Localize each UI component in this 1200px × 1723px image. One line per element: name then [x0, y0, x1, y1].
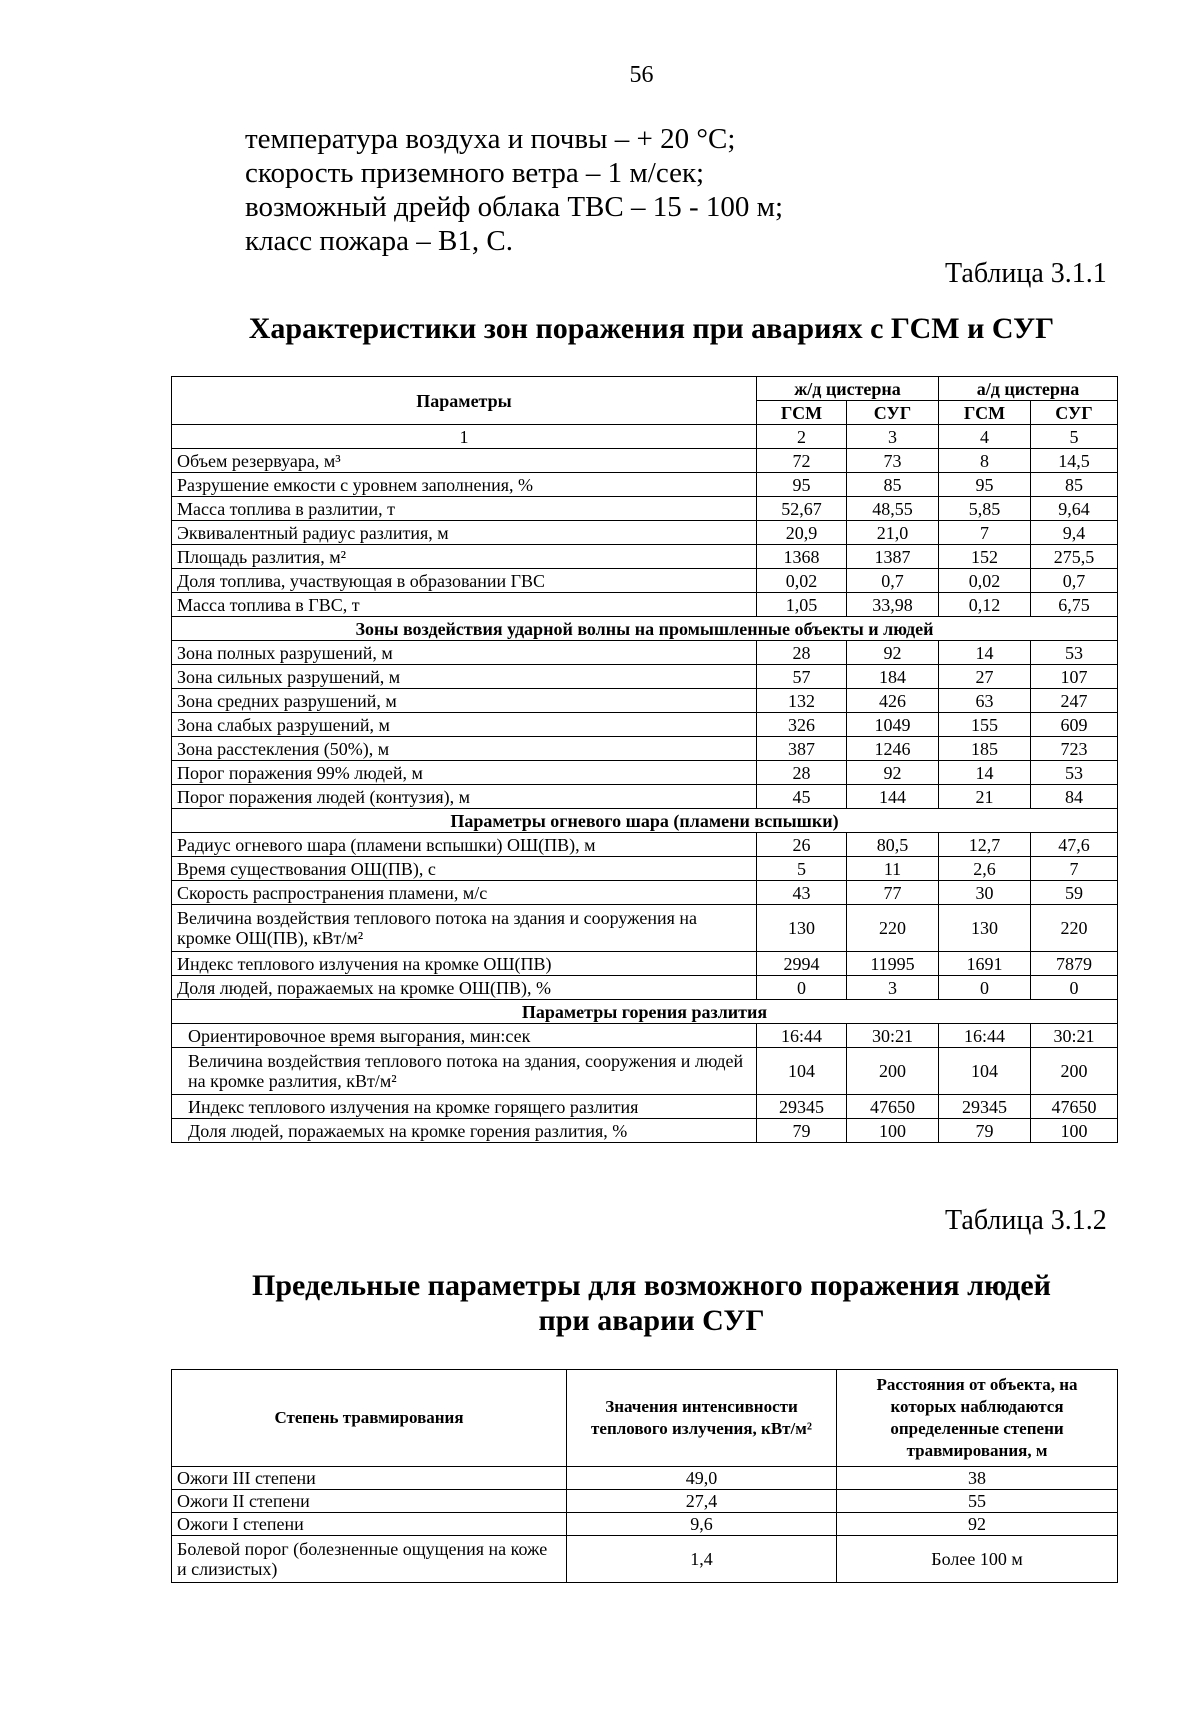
row-value: 38 [837, 1467, 1118, 1490]
table-caption: Таблица 3.1.2 [945, 1205, 1107, 1236]
row-value: 5 [757, 857, 847, 881]
row-value: 0 [1031, 976, 1118, 1000]
section-title: Зоны воздействия ударной волны на промышленные объекты и людей [172, 617, 1118, 641]
row-value: 48,55 [847, 497, 939, 521]
row-value: 0,02 [939, 569, 1031, 593]
row-value: 0 [939, 976, 1031, 1000]
column-number: 3 [847, 425, 939, 449]
row-label: Ожоги I степени [172, 1513, 567, 1536]
row-label: Разрушение емкости с уровнем заполнения, % [172, 473, 757, 497]
row-value: 1049 [847, 713, 939, 737]
row-value: 47650 [1031, 1095, 1118, 1119]
column-number: 1 [172, 425, 757, 449]
row-value: 6,75 [1031, 593, 1118, 617]
row-value: 2,6 [939, 857, 1031, 881]
row-value: 53 [1031, 641, 1118, 665]
row-value: 1387 [847, 545, 939, 569]
table-row [172, 521, 1118, 545]
table-row [172, 976, 1118, 1000]
row-value: 72 [757, 449, 847, 473]
row-value: 184 [847, 665, 939, 689]
table-row [172, 1467, 1118, 1490]
row-value: 30 [939, 881, 1031, 905]
header-road-tank: а/д цистерна [939, 377, 1118, 401]
row-value: 0,7 [847, 569, 939, 593]
row-label: Ориентировочное время выгорания, мин:сек [172, 1024, 757, 1048]
table-row [172, 1513, 1118, 1536]
row-value: 1246 [847, 737, 939, 761]
row-label: Ожоги III степени [172, 1467, 567, 1490]
row-label: Величина воздействия теплового потока на здания и сооружения на кромке ОШ(ПВ), кВт/м² [172, 905, 757, 952]
row-value: 47650 [847, 1095, 939, 1119]
row-value: 2994 [757, 952, 847, 976]
row-label: Скорость распространения пламени, м/с [172, 881, 757, 905]
row-value: 220 [1031, 905, 1118, 952]
table-title-line: при аварии СУГ [538, 1304, 765, 1337]
row-value: 387 [757, 737, 847, 761]
row-value: 73 [847, 449, 939, 473]
row-value: 609 [1031, 713, 1118, 737]
row-value: 20,9 [757, 521, 847, 545]
row-value: 1,05 [757, 593, 847, 617]
row-label: Зона сильных разрушений, м [172, 665, 757, 689]
row-value: 29345 [757, 1095, 847, 1119]
intro-line: скорость приземного ветра – 1 м/сек; [245, 157, 705, 189]
table-row [172, 1119, 1118, 1143]
row-value: 326 [757, 713, 847, 737]
column-number-row [172, 425, 1118, 449]
row-value: 104 [757, 1048, 847, 1095]
table-title: Характеристики зон поражения при авариях с ГСМ и СУГ [248, 312, 1055, 345]
row-value: 11 [847, 857, 939, 881]
table-row [172, 833, 1118, 857]
row-value: 1691 [939, 952, 1031, 976]
row-value: 9,4 [1031, 521, 1118, 545]
table-row [172, 473, 1118, 497]
table-row [172, 1536, 1118, 1583]
table-row [172, 497, 1118, 521]
row-value: 77 [847, 881, 939, 905]
row-value: 1368 [757, 545, 847, 569]
row-label: Эквивалентный радиус разлития, м [172, 521, 757, 545]
table-title-line: Предельные параметры для возможного поражения людей [252, 1269, 1051, 1302]
row-value: 7879 [1031, 952, 1118, 976]
row-value: 14 [939, 761, 1031, 785]
row-value: 30:21 [847, 1024, 939, 1048]
row-label: Зона расстекления (50%), м [172, 737, 757, 761]
row-value: 12,7 [939, 833, 1031, 857]
row-value: 21 [939, 785, 1031, 809]
intro-line: класс пожара – В1, С. [245, 225, 513, 257]
row-label: Радиус огневого шара (пламени вспышки) ОШ(ПВ), м [172, 833, 757, 857]
row-value: 14 [939, 641, 1031, 665]
row-value: 104 [939, 1048, 1031, 1095]
section-row [172, 617, 1118, 641]
row-value: 1,4 [567, 1536, 837, 1583]
table-title [0, 1268, 1200, 1338]
table-row [172, 857, 1118, 881]
row-label: Масса топлива в разлитии, т [172, 497, 757, 521]
row-value: 92 [847, 641, 939, 665]
row-label: Площадь разлития, м² [172, 545, 757, 569]
row-value: 0,12 [939, 593, 1031, 617]
row-label: Зона слабых разрушений, м [172, 713, 757, 737]
table-row [172, 593, 1118, 617]
intro-conditions [245, 122, 783, 258]
header-cell: Степень травмирования [172, 1370, 567, 1467]
column-number: 4 [939, 425, 1031, 449]
header-rail-tank: ж/д цистерна [757, 377, 939, 401]
row-value: 52,67 [757, 497, 847, 521]
row-value: 5,85 [939, 497, 1031, 521]
row-value: 7 [939, 521, 1031, 545]
row-label: Ожоги II степени [172, 1490, 567, 1513]
row-value: 7 [1031, 857, 1118, 881]
row-value: 3 [847, 976, 939, 1000]
row-value: 49,0 [567, 1467, 837, 1490]
row-value: 84 [1031, 785, 1118, 809]
table-row [172, 737, 1118, 761]
row-label: Доля людей, поражаемых на кромке горения разлития, % [172, 1119, 757, 1143]
row-label: Объем резервуара, м³ [172, 449, 757, 473]
injury-thresholds-table [171, 1369, 1118, 1583]
row-value: 100 [1031, 1119, 1118, 1143]
row-value: 100 [847, 1119, 939, 1143]
table-row [172, 1024, 1118, 1048]
row-value: 14,5 [1031, 449, 1118, 473]
row-value: 11995 [847, 952, 939, 976]
row-value: 155 [939, 713, 1031, 737]
table-row [172, 1095, 1118, 1119]
header-cell: Значения интенсивности теплового излучения, кВт/м² [567, 1370, 837, 1467]
table-row [172, 905, 1118, 952]
row-value: 152 [939, 545, 1031, 569]
table-row [172, 1490, 1118, 1513]
row-value: 723 [1031, 737, 1118, 761]
header-sug: СУГ [1031, 401, 1118, 425]
table-row [172, 689, 1118, 713]
row-value: 27,4 [567, 1490, 837, 1513]
header-sug: СУГ [847, 401, 939, 425]
table-row [172, 713, 1118, 737]
row-value: 8 [939, 449, 1031, 473]
intro-line: температура воздуха и почвы – + 20 °С; [245, 123, 736, 155]
row-value: 247 [1031, 689, 1118, 713]
section-row [172, 1000, 1118, 1024]
row-value: 30:21 [1031, 1024, 1118, 1048]
table-row [172, 1048, 1118, 1095]
row-value: 29345 [939, 1095, 1031, 1119]
row-value: 28 [757, 761, 847, 785]
header-gsm: ГСМ [939, 401, 1031, 425]
row-value: 57 [757, 665, 847, 689]
row-value: 0,7 [1031, 569, 1118, 593]
row-value: 200 [847, 1048, 939, 1095]
row-value: 95 [757, 473, 847, 497]
row-value: 92 [847, 761, 939, 785]
row-value: 130 [757, 905, 847, 952]
row-label: Болевой порог (болезненные ощущения на коже и слизистых) [172, 1536, 567, 1583]
row-label: Доля людей, поражаемых на кромке ОШ(ПВ), % [172, 976, 757, 1000]
header-params: Параметры [172, 377, 757, 425]
table-row [172, 785, 1118, 809]
column-number: 2 [757, 425, 847, 449]
row-label: Порог поражения 99% людей, м [172, 761, 757, 785]
row-value: 200 [1031, 1048, 1118, 1095]
row-label: Время существования ОШ(ПВ), с [172, 857, 757, 881]
table-row [172, 952, 1118, 976]
row-value: 16:44 [757, 1024, 847, 1048]
header-cell: Расстояния от объекта, на которых наблюдаются определенные степени травмирования, м [837, 1370, 1118, 1467]
row-label: Величина воздействия теплового потока на здания, сооружения и людей на кромке разлития, кВт/м² [172, 1048, 757, 1095]
row-value: 85 [1031, 473, 1118, 497]
page-number: 56 [629, 62, 654, 88]
row-value: 80,5 [847, 833, 939, 857]
row-value: 95 [939, 473, 1031, 497]
row-value: 27 [939, 665, 1031, 689]
row-value: Более 100 м [837, 1536, 1118, 1583]
column-number: 5 [1031, 425, 1118, 449]
row-value: 0,02 [757, 569, 847, 593]
table-row [172, 881, 1118, 905]
table-row [172, 641, 1118, 665]
row-label: Зона полных разрушений, м [172, 641, 757, 665]
row-value: 130 [939, 905, 1031, 952]
row-value: 16:44 [939, 1024, 1031, 1048]
section-title: Параметры горения разлития [172, 1000, 1118, 1024]
row-value: 275,5 [1031, 545, 1118, 569]
section-row [172, 809, 1118, 833]
row-value: 63 [939, 689, 1031, 713]
table-caption: Таблица 3.1.1 [945, 258, 1107, 289]
row-value: 132 [757, 689, 847, 713]
table-row [172, 449, 1118, 473]
row-value: 9,6 [567, 1513, 837, 1536]
row-value: 26 [757, 833, 847, 857]
row-label: Индекс теплового излучения на кромке ОШ(ПВ) [172, 952, 757, 976]
row-value: 0 [757, 976, 847, 1000]
row-value: 53 [1031, 761, 1118, 785]
table-row [172, 569, 1118, 593]
row-label: Зона средних разрушений, м [172, 689, 757, 713]
row-label: Порог поражения людей (контузия), м [172, 785, 757, 809]
row-value: 33,98 [847, 593, 939, 617]
row-value: 79 [939, 1119, 1031, 1143]
row-value: 79 [757, 1119, 847, 1143]
row-value: 21,0 [847, 521, 939, 545]
table-row [172, 761, 1118, 785]
damage-zones-table [171, 376, 1118, 1143]
row-value: 220 [847, 905, 939, 952]
header-row [172, 377, 1118, 401]
section-title: Параметры огневого шара (пламени вспышки) [172, 809, 1118, 833]
row-value: 59 [1031, 881, 1118, 905]
row-value: 185 [939, 737, 1031, 761]
row-value: 45 [757, 785, 847, 809]
row-value: 107 [1031, 665, 1118, 689]
intro-line: возможный дрейф облака ТВС – 15 - 100 м; [245, 191, 784, 223]
row-label: Индекс теплового излучения на кромке горящего разлития [172, 1095, 757, 1119]
row-value: 9,64 [1031, 497, 1118, 521]
row-label: Доля топлива, участвующая в образовании ГВС [172, 569, 757, 593]
table-row [172, 665, 1118, 689]
header-row [172, 1370, 1118, 1467]
row-label: Масса топлива в ГВС, т [172, 593, 757, 617]
table-row [172, 545, 1118, 569]
row-value: 28 [757, 641, 847, 665]
row-value: 47,6 [1031, 833, 1118, 857]
row-value: 144 [847, 785, 939, 809]
header-gsm: ГСМ [757, 401, 847, 425]
row-value: 426 [847, 689, 939, 713]
row-value: 85 [847, 473, 939, 497]
row-value: 92 [837, 1513, 1118, 1536]
row-value: 55 [837, 1490, 1118, 1513]
row-value: 43 [757, 881, 847, 905]
